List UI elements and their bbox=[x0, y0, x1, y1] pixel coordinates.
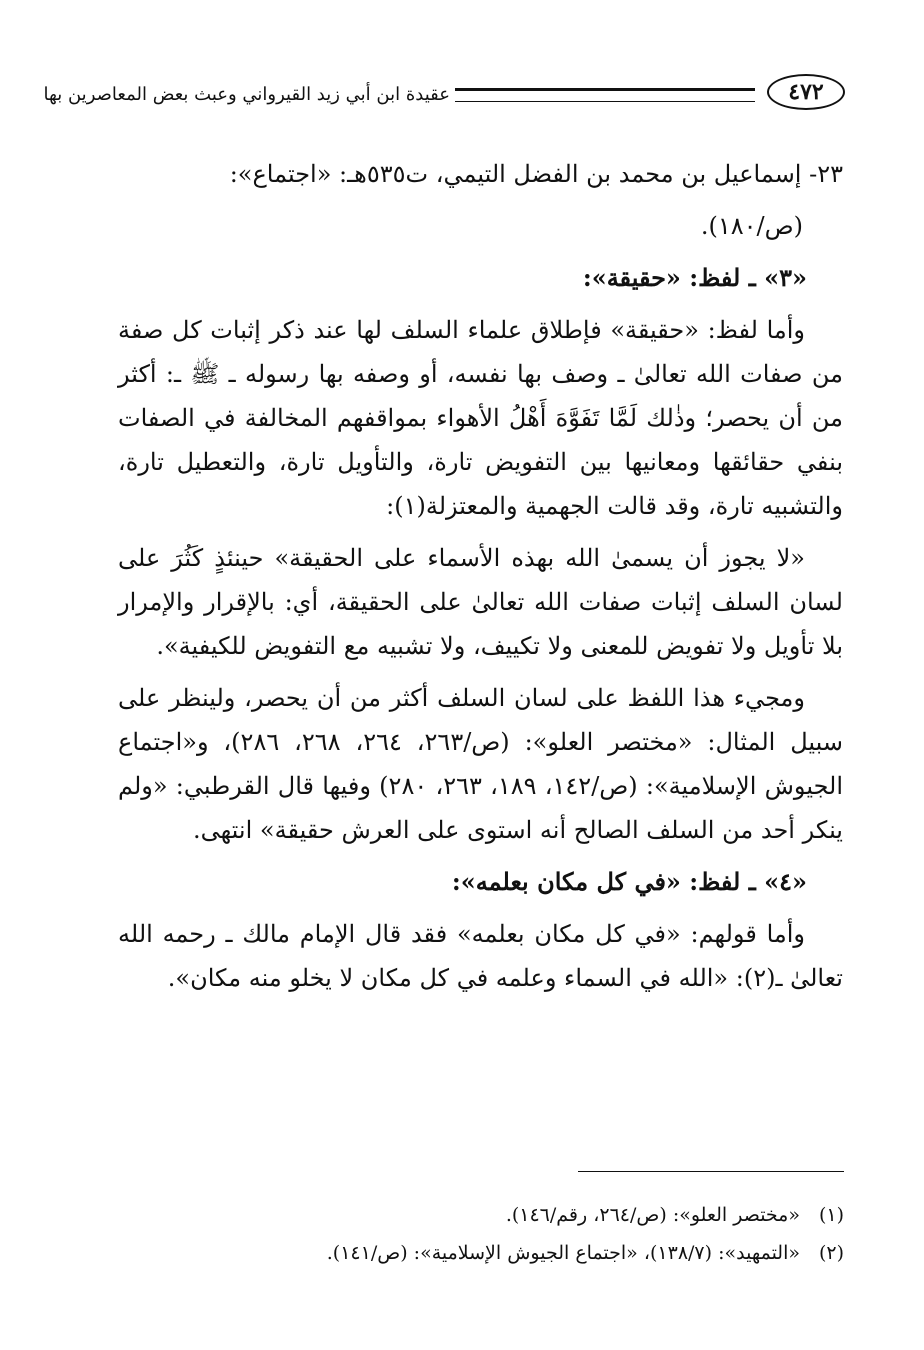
section-heading-4: «٤» ـ لفظ: «في كل مكان بعلمه»: bbox=[451, 867, 807, 896]
paragraph-1: وأما لفظ: «حقيقة» فإطلاق علماء السلف لها عند ذكر إثبات كل صفة من صفات الله تعالىٰ ـ وصف بها نفسه، أو وصفه بها رسوله ـ ﷺ ـ: أكثر من أن يحصر؛ وذٰلك لَمَّا تَفَوَّهَ أَهْلُ الأهواء بمواقفهم المخالفة في الصفات بنفي حقائقها ومعانيها بين التفويض تارة، والتأويل تارة، والتعطيل تارة، والتشبيه تارة، وقد قالت الجهمية والمعتزلة(١): bbox=[118, 316, 843, 520]
footnote-separator bbox=[578, 1171, 844, 1172]
footnote-number: (٢) bbox=[818, 1242, 844, 1264]
list-item-23: ٢٣- إسماعيل بن محمد بن الفضل التيمي، ت٥٣٥هـ: «اجتماع»: bbox=[229, 160, 843, 188]
footnote-2 bbox=[230, 1234, 844, 1272]
footnote-1 bbox=[230, 1196, 844, 1234]
list-item-23-page-ref: (ص/١٨٠). bbox=[700, 212, 803, 240]
main-text bbox=[118, 152, 843, 1008]
paragraph-4: وأما قولهم: «في كل مكان بعلمه» فقد قال الإمام مالك ـ رحمه الله تعالىٰ ـ(٢): «الله في السماء وعلمه في كل مكان لا يخلو منه مكان». bbox=[118, 920, 843, 992]
paragraph-3: ومجيء هذا اللفظ على لسان السلف أكثر من أن يحصر، ولينظر على سبيل المثال: «مختصر العلو»: (ص/٢٦٣، ٢٦٤، ٢٦٨، ٢٨٦)، و«اجتماع الجيوش الإسلامية»: (ص/١٤٢، ١٨٩، ٢٦٣، ٢٨٠) وفيها قال القرطبي: «ولم ينكر أحد من السلف الصالح أنه استوى على العرش حقيقة» انتهى. bbox=[118, 684, 844, 844]
paragraph-2-quote: «لا يجوز أن يسمىٰ الله بهذه الأسماء على الحقيقة» حينئذٍ كَثُرَ على لسان السلف إثبات صفات الله تعالىٰ على الحقيقة، أي: بالإقرار والإمرار بلا تأويل ولا تفويض للمعنى ولا تكييف، ولا تشبيه مع التفويض للكيفية». bbox=[118, 544, 843, 660]
footnotes bbox=[230, 1196, 844, 1272]
page-header bbox=[43, 74, 845, 114]
footnote-text: «مختصر العلو»: (ص/٢٦٤، رقم/١٤٦). bbox=[505, 1204, 800, 1226]
footnote-number: (١) bbox=[818, 1204, 844, 1226]
section-heading-3: «٣» ـ لفظ: «حقيقة»: bbox=[582, 263, 807, 292]
header-rule bbox=[455, 88, 755, 102]
footnote-text: «التمهيد»: (١٣٨/٧)، «اجتماع الجيوش الإسلامية»: (ص/١٤١). bbox=[326, 1242, 800, 1264]
page-number: ٤٧٢ bbox=[767, 74, 845, 110]
running-title: عقيدة ابن أبي زيد القيرواني وعبث بعض المعاصرين بها bbox=[43, 84, 450, 105]
